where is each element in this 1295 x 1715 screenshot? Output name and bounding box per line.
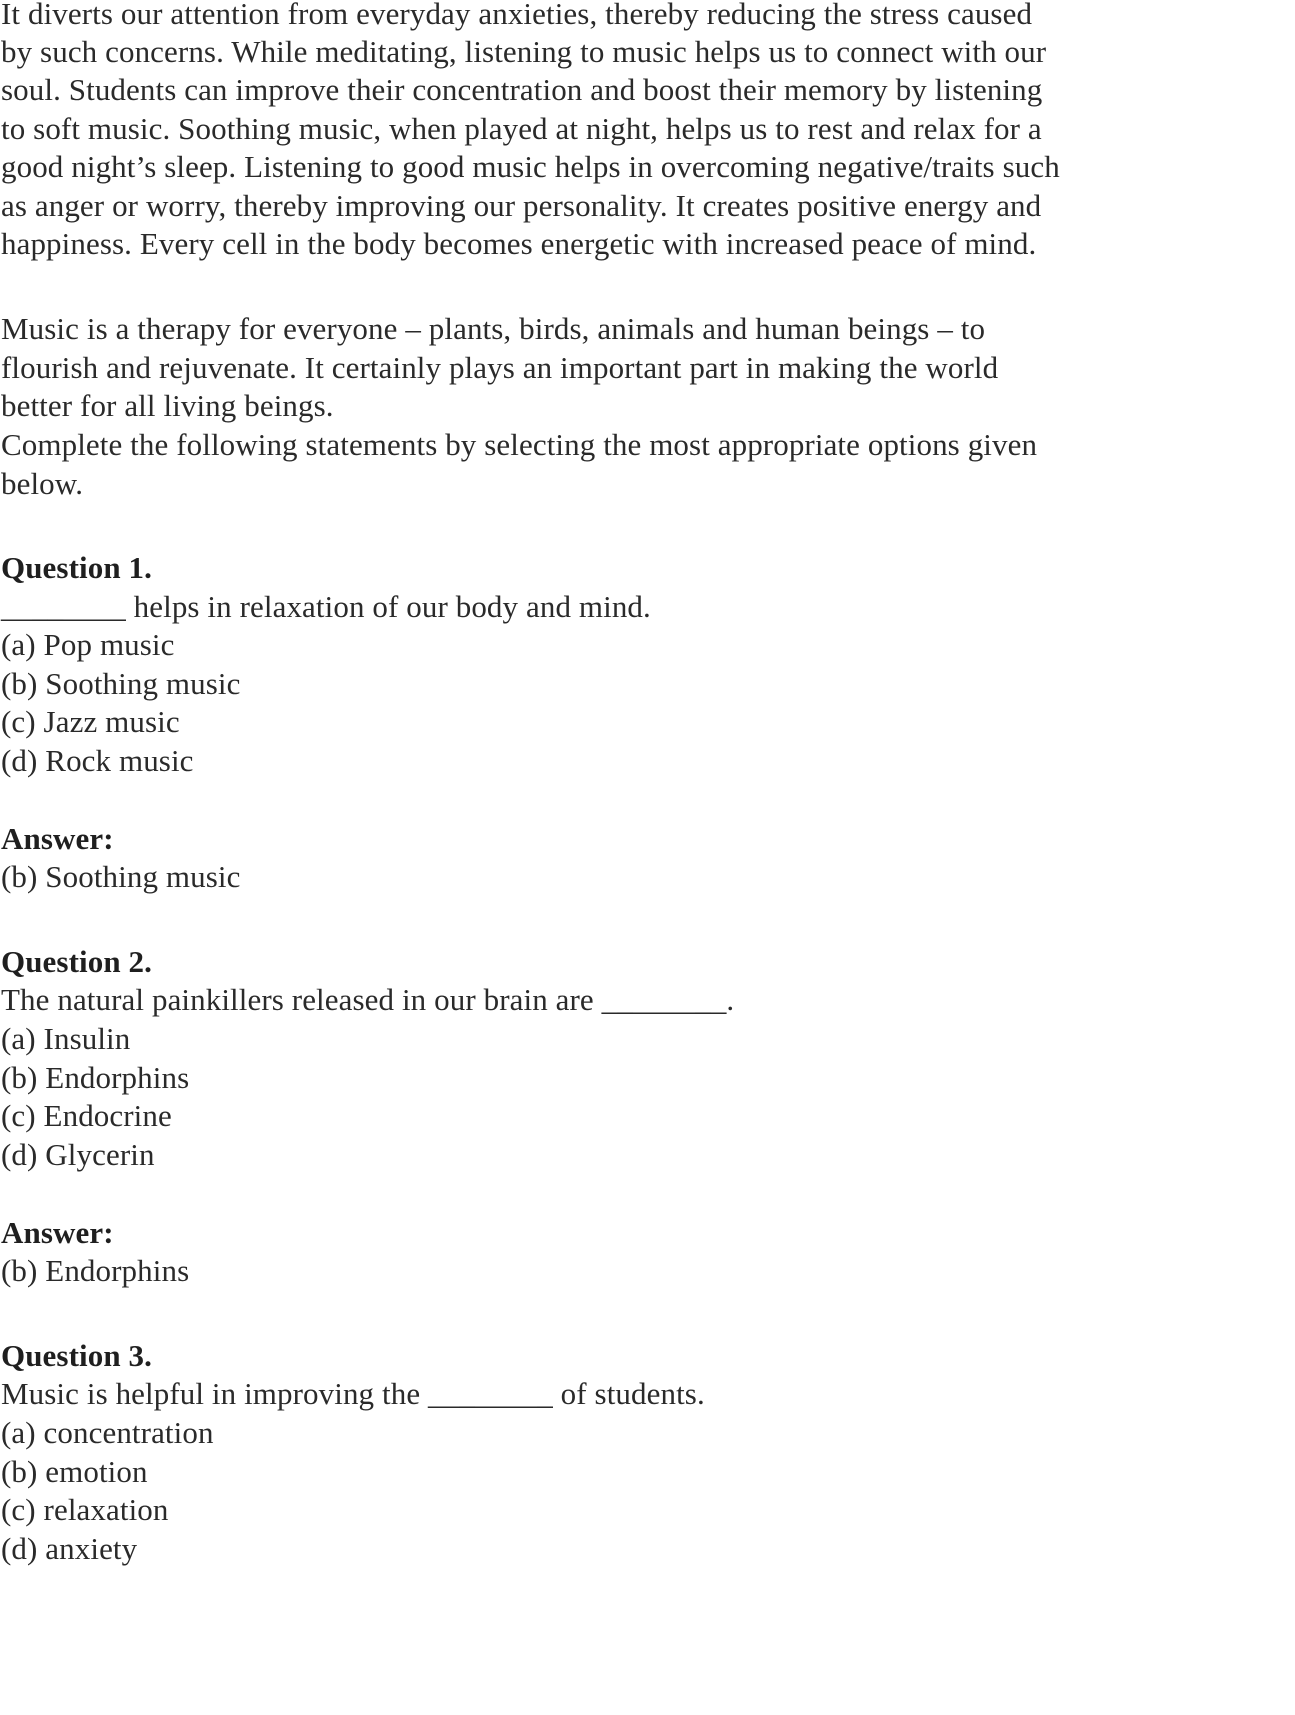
answer-label: Answer: — [1, 1215, 114, 1250]
text-line: better for all living beings. — [1, 388, 334, 423]
text-line: soul. Students can improve their concentration and boost their memory by listening — [1, 72, 1043, 107]
option-c: (c) relaxation — [1, 1492, 169, 1527]
option-d: (d) Rock music — [1, 743, 194, 778]
option-c: (c) Jazz music — [1, 704, 180, 739]
option-b: (b) emotion — [1, 1454, 148, 1489]
answer-label: Answer: — [1, 821, 114, 856]
text-line: as anger or worry, thereby improving our personality. It creates positive energy and — [1, 188, 1042, 223]
question-heading: Question 2. — [1, 944, 152, 979]
question-heading: Question 1. — [1, 550, 152, 585]
text-line: good night’s sleep. Listening to good music helps in overcoming negative/traits such — [1, 149, 1060, 184]
option-a: (a) Insulin — [1, 1021, 131, 1056]
option-d: (d) Glycerin — [1, 1137, 155, 1172]
answer-text: (b) Soothing music — [1, 859, 241, 894]
text-line: flourish and rejuvenate. It certainly plays an important part in making the world — [1, 350, 999, 385]
question-stem: The natural painkillers released in our brain are ________. — [1, 982, 735, 1017]
option-a: (a) Pop music — [1, 627, 175, 662]
text-line: by such concerns. While meditating, listening to music helps us to connect with our — [1, 34, 1047, 69]
question-heading: Question 3. — [1, 1338, 152, 1373]
answer-text: (b) Endorphins — [1, 1253, 190, 1288]
text-line: Complete the following statements by selecting the most appropriate options given — [1, 427, 1038, 462]
text-line: below. — [1, 466, 84, 501]
option-b: (b) Endorphins — [1, 1060, 190, 1095]
text-line: Music is a therapy for everyone – plants, birds, animals and human beings – to — [1, 311, 986, 346]
option-a: (a) concentration — [1, 1415, 214, 1450]
option-d: (d) anxiety — [1, 1531, 138, 1566]
option-b: (b) Soothing music — [1, 666, 241, 701]
text-line: It diverts our attention from everyday anxieties, thereby reducing the stress caused — [1, 0, 1033, 31]
option-c: (c) Endocrine — [1, 1098, 172, 1133]
text-line: to soft music. Soothing music, when played at night, helps us to rest and relax for a — [1, 111, 1042, 146]
question-stem: ________ helps in relaxation of our body and mind. — [1, 589, 651, 624]
text-line: happiness. Every cell in the body becomes energetic with increased peace of mind. — [1, 226, 1037, 261]
question-stem: Music is helpful in improving the ________ of students. — [1, 1376, 705, 1411]
